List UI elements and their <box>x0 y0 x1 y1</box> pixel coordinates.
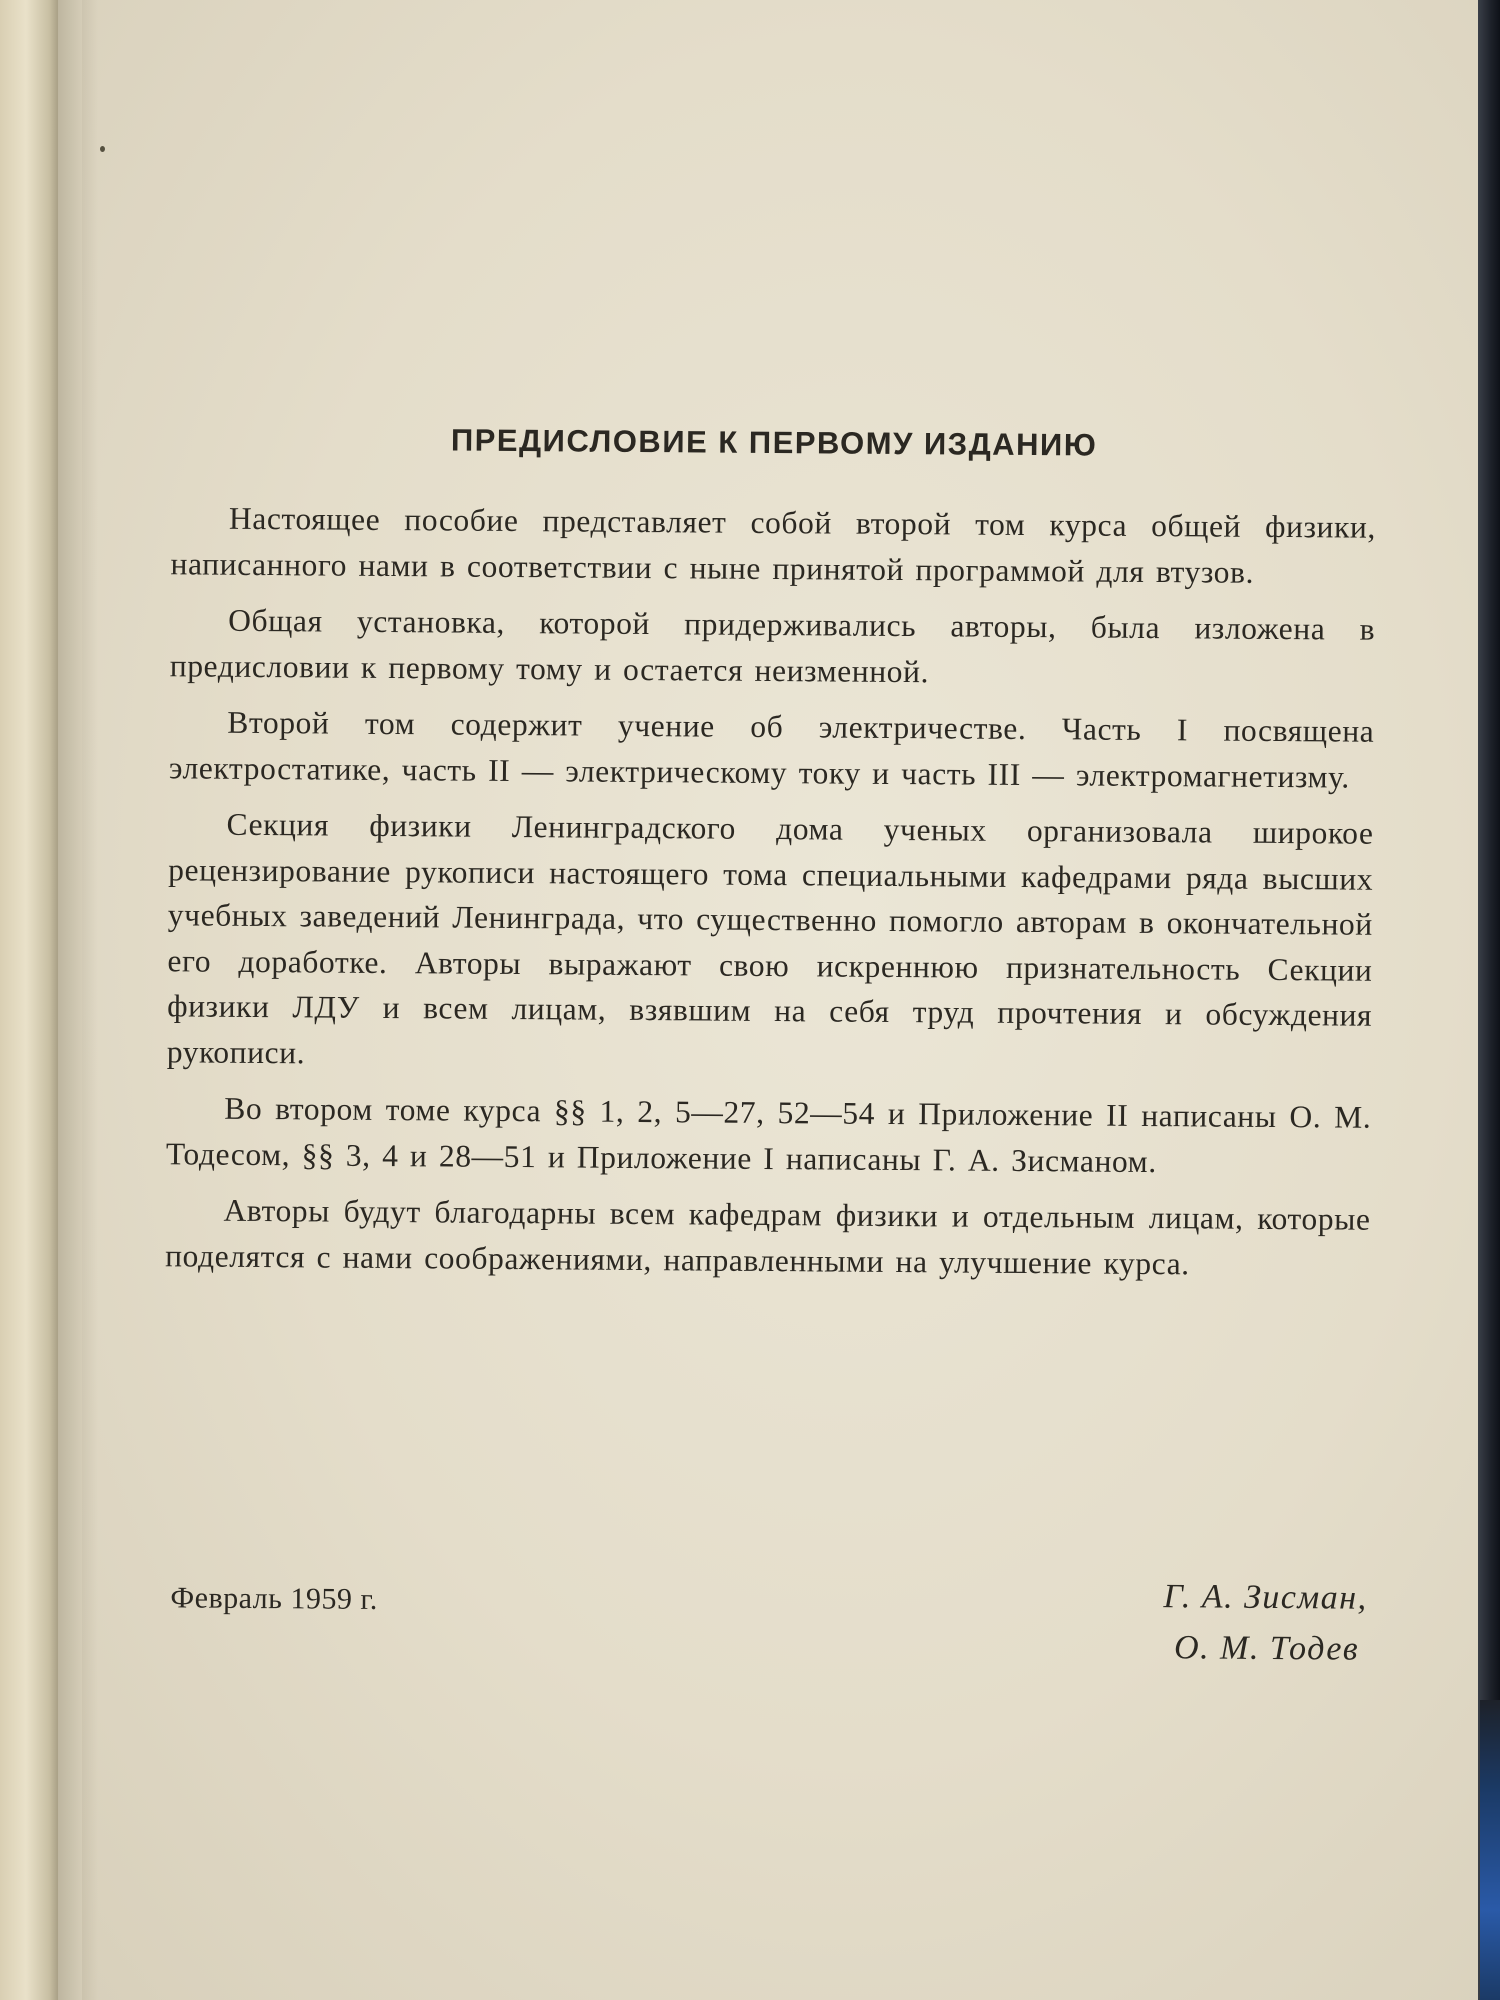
book-spine <box>0 0 58 2000</box>
paragraph: Во втором томе курса §§ 1, 2, 5—27, 52—54 и Приложение II написаны О. М. Тодесом, §§ 3, 4 и 28—51 и Приложение I написаны Г. А. Зисманом. <box>165 1090 1372 1179</box>
page-text-block <box>159 0 1380 2000</box>
paragraph: Общая установка, которой придерживались авторы, была изложена в предисловии к первому тому и остается неизменной. <box>169 602 1376 689</box>
author-signature: Г. А. Зисман, <box>1163 1578 1368 1617</box>
author-signature: О. М. Тодев <box>1173 1629 1360 1668</box>
paper-speck <box>100 146 105 152</box>
author-signatures <box>1163 1571 1368 1675</box>
preface-title: ПРЕДИСЛОВИЕ К ПЕРВОМУ ИЗДАНИЮ <box>450 422 1098 463</box>
paragraph: Второй том содержит учение об электричестве. Часть I посвящена электростатике, часть II — электрическому току и часть III — электромагнетизму. <box>168 704 1375 795</box>
page-fold-shadow <box>58 0 98 2000</box>
paragraph: Секция физики Ленинградского дома ученых организовала широкое рецензирование рукописи настоящего тома специальными кафедрами ряда высших учебных заведений Ленинграда, что существенно помогло авторам в окончательной его доработке. Авторы выражают свою искреннюю признательность Секции физики ЛДУ и всем лицам, взявшим на себя труд прочтения и обсуждения рукописи. <box>166 806 1374 1070</box>
preface-date: Февраль 1959 г. <box>170 1581 378 1616</box>
book-cover-blue-edge <box>1480 1700 1500 2000</box>
paragraph: Авторы будут благодарны всем кафедрам физики и отдельным лицам, которые поделятся с нами соображениями, направленными на улучшение курса. <box>165 1192 1371 1281</box>
preface-body <box>165 495 1376 1298</box>
paragraph: Настоящее пособие представляет собой второй том курса общей физики, написанного нами в соответствии с ныне принятой программой для втузов. <box>170 500 1377 590</box>
